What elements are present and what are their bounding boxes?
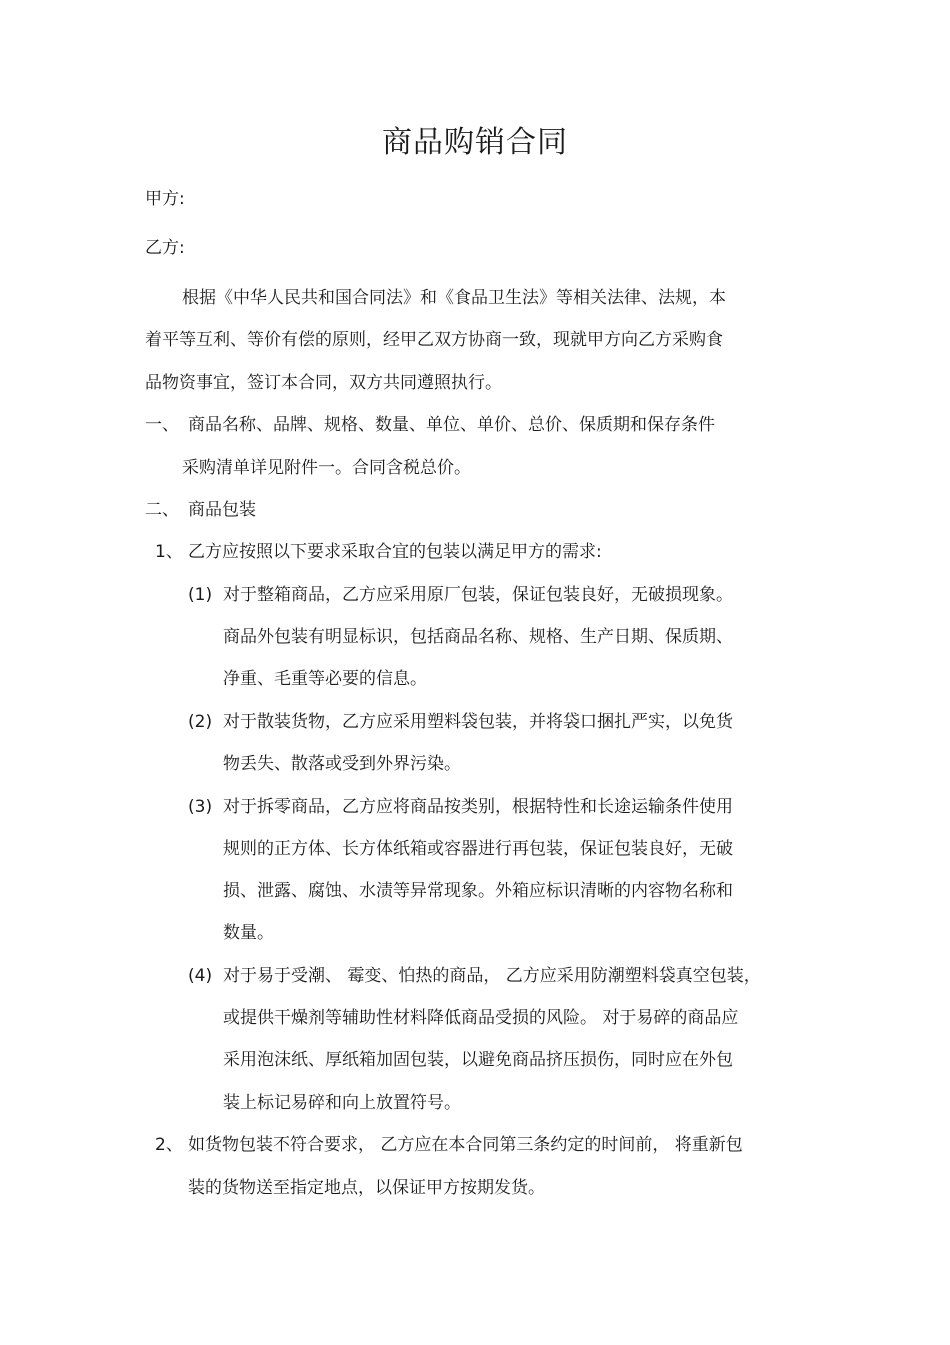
subitem-line: 物丢失、散落或受到外界污染。 bbox=[223, 754, 461, 774]
subitem-line: 对于易于受潮、 霉变、怕热的商品， 乙方应采用防潮塑料袋真空包装， bbox=[223, 966, 761, 986]
item-line: 如货物包装不符合要求， 乙方应在本合同第三条约定的时间前， 将重新包 bbox=[188, 1135, 743, 1155]
subitem-line: 商品外包装有明显标识，包括商品名称、规格、生产日期、保质期、 bbox=[223, 627, 733, 647]
party-a-label: 甲方: bbox=[145, 189, 185, 209]
subitem-number: (3) bbox=[188, 797, 213, 817]
subitem-line: 对于散装货物，乙方应采用塑料袋包装，并将袋口捆扎严实，以免货 bbox=[223, 712, 733, 732]
section-number: 二、 bbox=[145, 500, 179, 520]
subitem-line: 对于整箱商品，乙方应采用原厂包装，保证包装良好，无破损现象。 bbox=[223, 585, 733, 605]
subitem-number: (2) bbox=[188, 712, 213, 732]
subitem-line: 或提供干燥剂等辅助性材料降低商品受损的风险。 对于易碎的商品应 bbox=[223, 1008, 739, 1028]
subitem-line: 采用泡沫纸、厚纸箱加固包装，以避免商品挤压损伤，同时应在外包 bbox=[223, 1050, 733, 1070]
subitem-line: 净重、毛重等必要的信息。 bbox=[223, 669, 427, 689]
preamble-line: 品物资事宜，签订本合同，双方共同遵照执行。 bbox=[145, 373, 502, 393]
item-number: 2、 bbox=[155, 1135, 183, 1155]
subitem-line: 装上标记易碎和向上放置符号。 bbox=[223, 1093, 461, 1113]
subitem-line: 数量。 bbox=[223, 923, 274, 943]
item-text: 乙方应按照以下要求采取合宜的包装以满足甲方的需求: bbox=[188, 542, 602, 562]
subitem-line: 规则的正方体、长方体纸箱或容器进行再包装，保证包装良好，无破 bbox=[223, 839, 733, 859]
section-heading: 商品包装 bbox=[188, 500, 256, 520]
subitem-number: (1) bbox=[188, 585, 213, 605]
page-title: 商品购销合同 bbox=[382, 125, 568, 160]
section-body: 采购清单详见附件一。合同含税总价。 bbox=[182, 458, 471, 478]
section-number: 一、 bbox=[145, 415, 179, 435]
subitem-line: 损、泄露、腐蚀、水渍等异常现象。外箱应标识清晰的内容物名称和 bbox=[223, 881, 733, 901]
item-number: 1、 bbox=[155, 542, 183, 562]
preamble-line: 根据《中华人民共和国合同法》和《食品卫生法》等相关法律、法规，本 bbox=[182, 288, 726, 308]
subitem-number: (4) bbox=[188, 966, 213, 986]
section-heading: 商品名称、品牌、规格、数量、单位、单价、总价、保质期和保存条件 bbox=[188, 415, 715, 435]
subitem-line: 对于拆零商品，乙方应将商品按类别，根据特性和长途运输条件使用 bbox=[223, 797, 733, 817]
item-line: 装的货物送至指定地点，以保证甲方按期发货。 bbox=[188, 1178, 545, 1198]
party-b-label: 乙方: bbox=[145, 238, 185, 258]
preamble-line: 着平等互利、等价有偿的原则，经甲乙双方协商一致，现就甲方向乙方采购食 bbox=[145, 330, 723, 350]
